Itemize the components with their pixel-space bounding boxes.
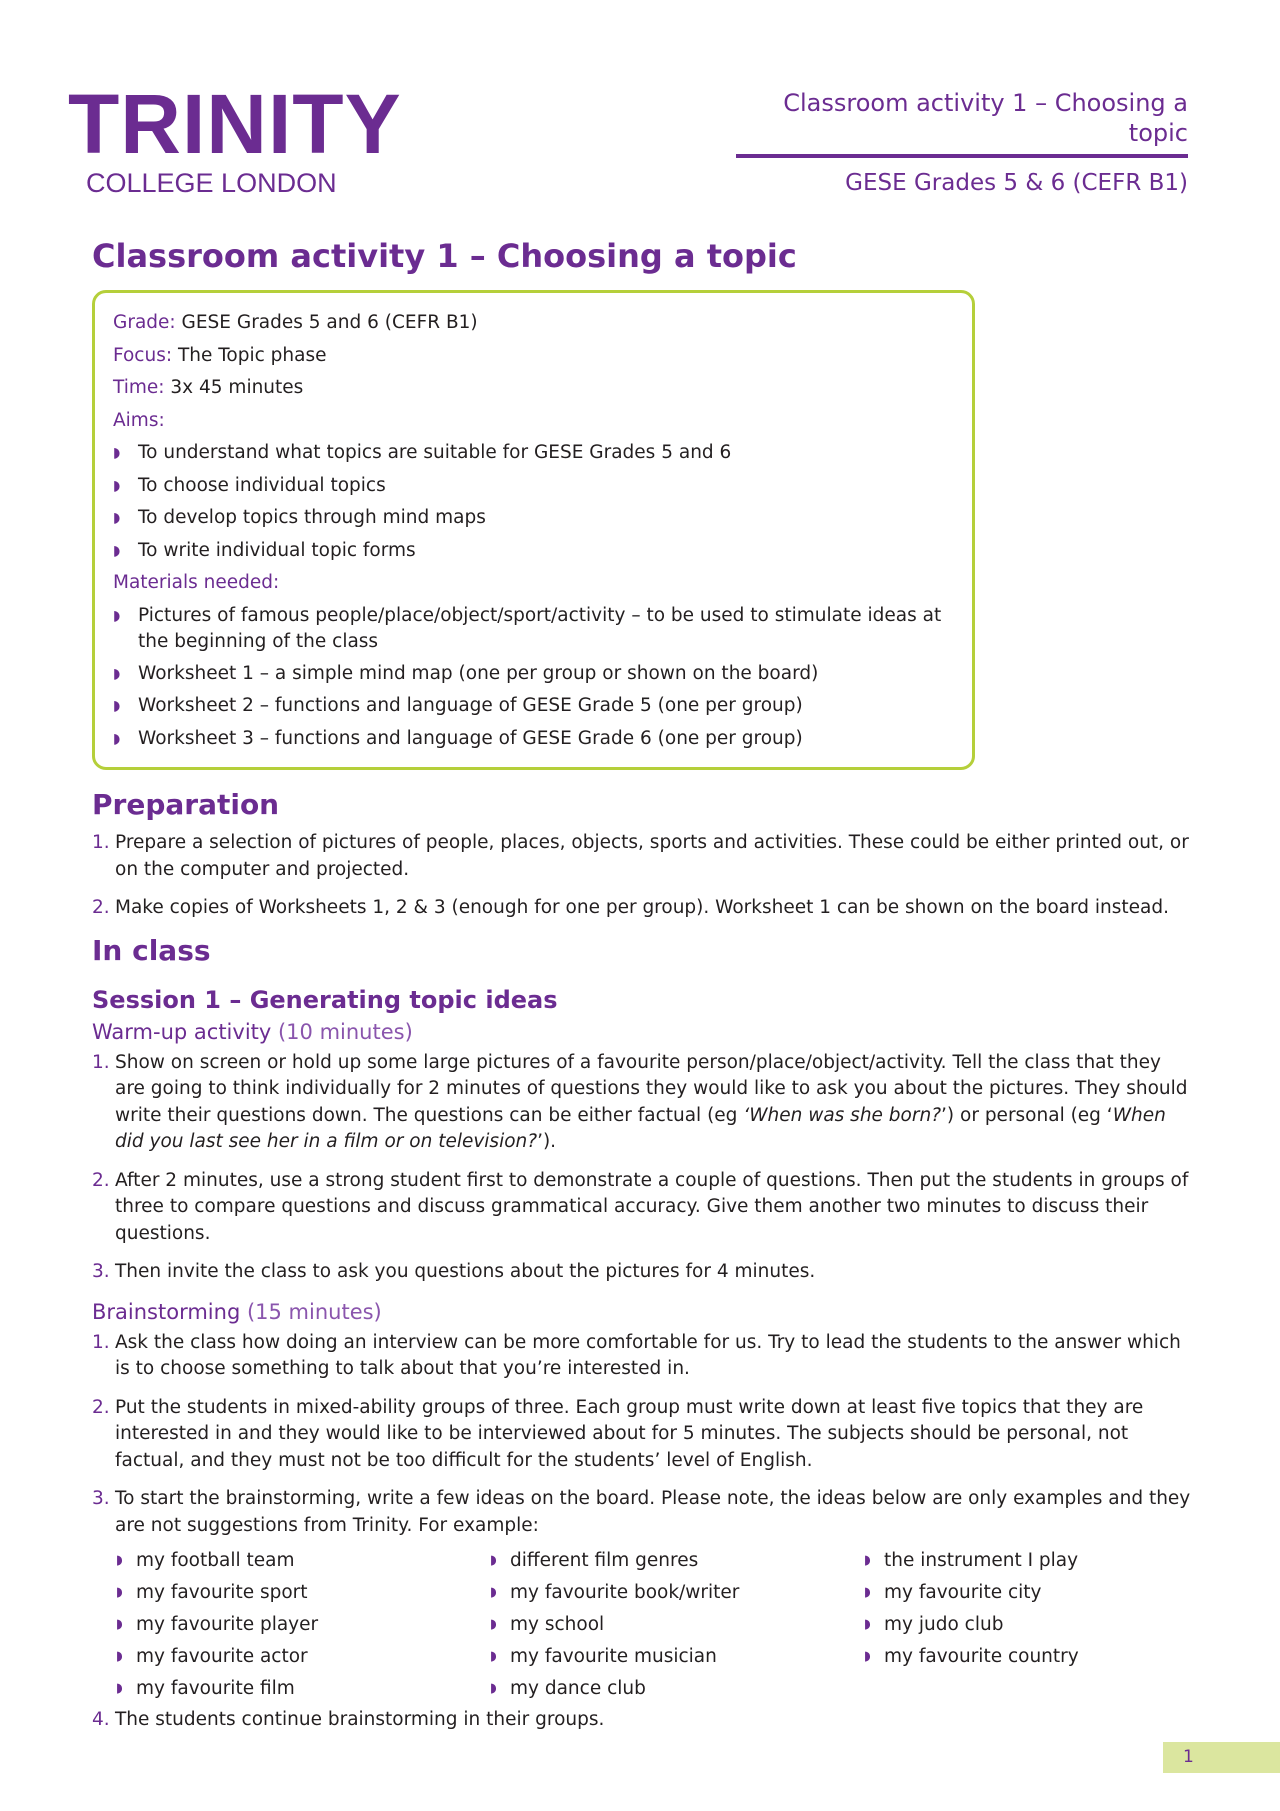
bullet-icon: ◗	[113, 698, 121, 714]
item-number: 1.	[92, 832, 110, 853]
grade-value: GESE Grades 5 and 6 (CEFR B1)	[175, 312, 478, 333]
aim-item: ◗ To write individual topic forms	[113, 535, 956, 568]
bullet-icon: ◗	[113, 510, 121, 526]
bullet-icon: ◗	[864, 1553, 871, 1568]
bullet-icon: ◗	[116, 1553, 123, 1568]
example-topic: ◗ my favourite film	[116, 1673, 490, 1705]
list-item: 2. After 2 minutes, use a strong student first to demonstrate a couple of questions. Then put the students in groups of three to compare questions and discuss grammatical accuracy. Give them another two minutes to discuss their questions.	[92, 1169, 1189, 1244]
focus-label: Focus:	[113, 344, 173, 366]
aims-label: Aims:	[113, 409, 165, 431]
aim-item: ◗ To develop topics through mind maps	[113, 502, 956, 535]
time-line	[113, 372, 956, 405]
list-item: 2. Put the students in mixed-ability groups of three. Each group must write down at least five topics that they are interested in and they would like to be interviewed about for 5 minutes. The subjects should be personal, not factual, and they must not be too difficult for the students’ level of English.	[92, 1396, 1144, 1471]
list-item: 1. Show on screen or hold up some large pictures of a favourite person/place/object/activity. Tell the class that they are going to think individually for 2 minutes of questions they would like to ask you about the pictures. They should write their questions down. The questions can be either factual (eg ‘When was she born?’) or personal (eg ‘When did you last see her in a film or on television?’).	[92, 1051, 1188, 1152]
main-content	[92, 236, 1192, 1746]
trinity-logo	[68, 77, 408, 198]
example-topic: ◗ my school	[490, 1609, 864, 1641]
item-number: 1.	[92, 1331, 110, 1353]
materials-list	[113, 600, 956, 756]
bullet-icon: ◗	[490, 1553, 497, 1568]
focus-value: The Topic phase	[172, 344, 327, 366]
list-item: 1. Prepare a selection of pictures of people, places, objects, sports and activities. These could be either printed out, or on the computer and projected.	[92, 832, 1189, 880]
aim-item: ◗ To choose individual topics	[113, 470, 956, 503]
activity-info-box	[92, 290, 975, 770]
list-item: 3. To start the brainstorming, write a few ideas on the board. Please note, the ideas below are only examples and they are not suggestions from Trinity. For example:	[92, 1488, 1191, 1536]
item-number: 3.	[92, 1261, 110, 1282]
time-label: Time:	[113, 377, 165, 398]
item-number: 3.	[92, 1488, 110, 1509]
bullet-icon: ◗	[490, 1585, 497, 1600]
material-item: ◗ Worksheet 3 – functions and language of GESE Grade 6 (one per group)	[113, 723, 956, 756]
bullet-icon: ◗	[116, 1585, 123, 1600]
example-topic: ◗ my favourite actor	[116, 1641, 490, 1673]
bullet-icon: ◗	[113, 607, 121, 624]
bullet-icon: ◗	[490, 1617, 497, 1632]
example-topic: ◗ my favourite book/writer	[490, 1577, 864, 1609]
item-number: 1.	[92, 1051, 110, 1073]
example-topic: ◗ my favourite musician	[490, 1641, 864, 1673]
list-item: 2. Make copies of Worksheets 1, 2 & 3 (enough for one per group). Worksheet 1 can be shown on the board instead.	[92, 895, 1192, 922]
bullet-icon: ◗	[116, 1617, 123, 1632]
header-title: Classroom activity 1 – Choosing a topic	[736, 88, 1188, 158]
brainstorming-list-continued	[92, 1707, 1192, 1734]
bullet-icon: ◗	[490, 1649, 497, 1664]
focus-line	[113, 340, 956, 373]
example-topic: ◗ the instrument I play	[864, 1545, 1184, 1577]
header-subtitle: GESE Grades 5 & 6 (CEFR B1)	[845, 170, 1188, 196]
bullet-icon: ◗	[113, 730, 121, 747]
example-topic: ◗ my favourite city	[864, 1577, 1184, 1609]
page-title: Classroom activity 1 – Choosing a topic	[92, 237, 797, 275]
item-number: 2.	[92, 1169, 110, 1191]
logo-subtitle: COLLEGE LONDON	[86, 168, 337, 198]
in-class-heading: In class	[92, 933, 211, 967]
grade-line	[113, 307, 956, 340]
time-value: 3x 45 minutes	[164, 377, 304, 398]
example-topic: ◗ different film genres	[490, 1545, 864, 1577]
item-number: 4.	[92, 1709, 110, 1730]
material-item: ◗ Worksheet 2 – functions and language of GESE Grade 5 (one per group)	[113, 690, 956, 723]
page-number: 1	[1163, 1742, 1280, 1773]
bullet-icon: ◗	[864, 1585, 871, 1600]
list-item: 1. Ask the class how doing an interview can be more comfortable for us. Try to lead the students to the answer which is to choose something to talk about that you’re interested in.	[92, 1331, 1181, 1379]
warmup-heading: Warm-up activity (10 minutes)	[92, 1019, 413, 1044]
grade-label: Grade:	[113, 312, 176, 333]
bullet-icon: ◗	[864, 1617, 871, 1632]
example-topic: ◗ my football team	[116, 1545, 490, 1577]
preparation-list	[92, 830, 1192, 922]
aims-list	[113, 437, 956, 567]
bullet-icon: ◗	[490, 1681, 497, 1696]
warmup-list	[92, 1050, 1192, 1286]
item-number: 2.	[92, 897, 110, 918]
session1-heading: Session 1 – Generating topic ideas	[92, 985, 558, 1014]
preparation-heading: Preparation	[92, 788, 280, 821]
bullet-icon: ◗	[113, 477, 121, 494]
brainstorming-list	[92, 1330, 1192, 1540]
material-item: ◗ Pictures of famous people/place/object/sport/activity – to be used to stimulate ideas at the beginning of the class	[113, 604, 942, 652]
bullet-icon: ◗	[116, 1681, 123, 1696]
aim-item: ◗ To understand what topics are suitable for GESE Grades 5 and 6	[113, 437, 956, 470]
bullet-icon: ◗	[113, 542, 121, 559]
example-topic: ◗ my favourite sport	[116, 1577, 490, 1609]
example-topic: ◗ my dance club	[490, 1673, 864, 1705]
bullet-icon: ◗	[864, 1649, 871, 1664]
example-topics-grid	[116, 1545, 1192, 1705]
bullet-icon: ◗	[113, 445, 121, 461]
list-item: 3. Then invite the class to ask you questions about the pictures for 4 minutes.	[92, 1259, 1192, 1286]
bullet-icon: ◗	[116, 1649, 123, 1664]
example-topic: ◗ my favourite player	[116, 1609, 490, 1641]
logo-wordmark: TRINITY	[68, 77, 402, 171]
brainstorming-heading: Brainstorming (15 minutes)	[92, 1299, 382, 1324]
list-item: 4. The students continue brainstorming in their groups.	[92, 1707, 1192, 1734]
material-item: ◗ Worksheet 1 – a simple mind map (one per group or shown on the board)	[113, 658, 956, 691]
example-topic: ◗ my judo club	[864, 1609, 1184, 1641]
bullet-icon: ◗	[113, 665, 121, 682]
running-header	[736, 88, 1188, 198]
materials-label: Materials needed:	[113, 572, 280, 593]
item-number: 2.	[92, 1396, 110, 1418]
example-topic: ◗ my favourite country	[864, 1641, 1184, 1673]
